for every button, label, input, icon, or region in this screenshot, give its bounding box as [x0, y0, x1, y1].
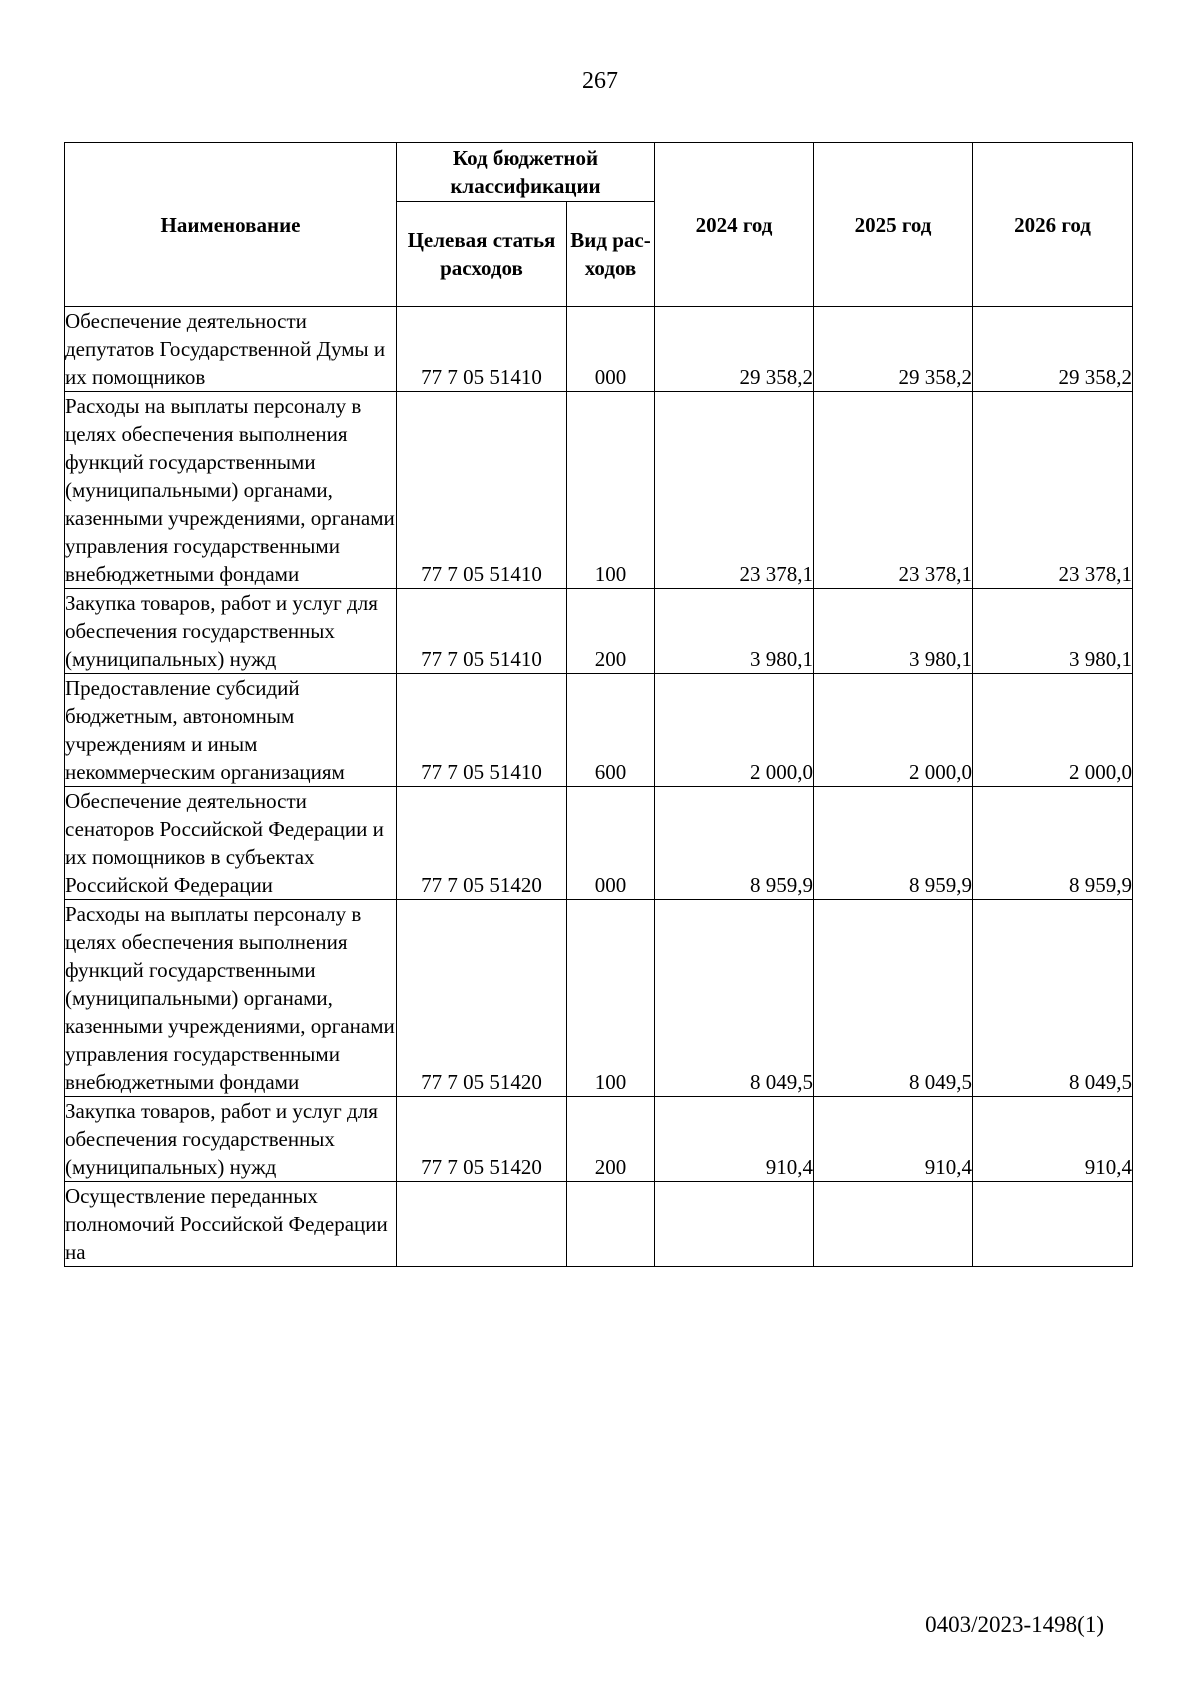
row-amount-2026: 3 980,1	[973, 589, 1133, 674]
header-2026: 2026 год	[973, 143, 1133, 307]
row-name: Закупка товаров, работ и услуг для обеспечения государственных (муниципальных) нужд	[65, 1097, 397, 1182]
table-row	[65, 589, 1133, 674]
row-target-code: 77 7 05 51410	[397, 307, 567, 392]
header-kind: Вид рас-ходов	[567, 202, 655, 307]
row-target-code: 77 7 05 51420	[397, 1097, 567, 1182]
table-body	[65, 307, 1133, 1267]
row-target-code: 77 7 05 51420	[397, 787, 567, 900]
row-amount-2024: 8 049,5	[655, 900, 814, 1097]
row-amount-2024: 910,4	[655, 1097, 814, 1182]
table-row	[65, 787, 1133, 900]
row-amount-2025: 23 378,1	[814, 392, 973, 589]
row-kind-code: 100	[567, 392, 655, 589]
table-row	[65, 1182, 1133, 1267]
row-target-code: 77 7 05 51410	[397, 392, 567, 589]
row-amount-2025: 910,4	[814, 1097, 973, 1182]
row-name: Расходы на выплаты персоналу в целях обеспечения выполнения функций государственными (муниципальными) органами, казенными учреждениями, органами управления государственными внебюджетными фондами	[65, 900, 397, 1097]
table-row	[65, 307, 1133, 392]
table-row	[65, 900, 1133, 1097]
row-name: Расходы на выплаты персоналу в целях обеспечения выполнения функций государственными (муниципальными) органами, казенными учреждениями, органами управления государственными внебюджетными фондами	[65, 392, 397, 589]
row-amount-2025: 3 980,1	[814, 589, 973, 674]
row-kind-code	[567, 1182, 655, 1267]
row-amount-2024: 23 378,1	[655, 392, 814, 589]
row-amount-2026: 8 959,9	[973, 787, 1133, 900]
table-row	[65, 392, 1133, 589]
table-row	[65, 1097, 1133, 1182]
row-name: Осуществление переданных полномочий Российской Федерации на	[65, 1182, 397, 1267]
header-kbk: Код бюджетной классификации	[397, 143, 655, 202]
row-kind-code: 100	[567, 900, 655, 1097]
row-amount-2026: 910,4	[973, 1097, 1133, 1182]
row-amount-2024: 3 980,1	[655, 589, 814, 674]
row-target-code: 77 7 05 51410	[397, 674, 567, 787]
budget-table	[64, 142, 1133, 1267]
row-amount-2025: 8 049,5	[814, 900, 973, 1097]
page-number: 267	[582, 68, 618, 94]
row-name: Предоставление субсидий бюджетным, автономным учреждениям и иным некоммерческим организациям	[65, 674, 397, 787]
row-amount-2024: 8 959,9	[655, 787, 814, 900]
header-name: Наименование	[65, 143, 397, 307]
row-name: Закупка товаров, работ и услуг для обеспечения государственных (муниципальных) нужд	[65, 589, 397, 674]
row-amount-2025: 29 358,2	[814, 307, 973, 392]
row-amount-2025: 8 959,9	[814, 787, 973, 900]
row-amount-2024	[655, 1182, 814, 1267]
row-kind-code: 200	[567, 1097, 655, 1182]
header-row-1	[65, 143, 1133, 202]
row-amount-2024: 2 000,0	[655, 674, 814, 787]
row-target-code: 77 7 05 51420	[397, 900, 567, 1097]
row-amount-2026	[973, 1182, 1133, 1267]
row-kind-code: 200	[567, 589, 655, 674]
row-target-code: 77 7 05 51410	[397, 589, 567, 674]
row-name: Обеспечение деятельности сенаторов Российской Федерации и их помощников в субъектах Российской Федерации	[65, 787, 397, 900]
row-amount-2025	[814, 1182, 973, 1267]
row-amount-2026: 8 049,5	[973, 900, 1133, 1097]
table-row	[65, 674, 1133, 787]
header-2025: 2025 год	[814, 143, 973, 307]
header-target: Целевая статья расходов	[397, 202, 567, 307]
row-kind-code: 600	[567, 674, 655, 787]
row-name: Обеспечение деятельности депутатов Государственной Думы и их помощников	[65, 307, 397, 392]
header-2024: 2024 год	[655, 143, 814, 307]
row-amount-2026: 29 358,2	[973, 307, 1133, 392]
row-target-code	[397, 1182, 567, 1267]
row-amount-2025: 2 000,0	[814, 674, 973, 787]
row-kind-code: 000	[567, 307, 655, 392]
document-id: 0403/2023-1498(1)	[925, 1612, 1104, 1637]
row-amount-2026: 2 000,0	[973, 674, 1133, 787]
row-kind-code: 000	[567, 787, 655, 900]
row-amount-2024: 29 358,2	[655, 307, 814, 392]
row-amount-2026: 23 378,1	[973, 392, 1133, 589]
